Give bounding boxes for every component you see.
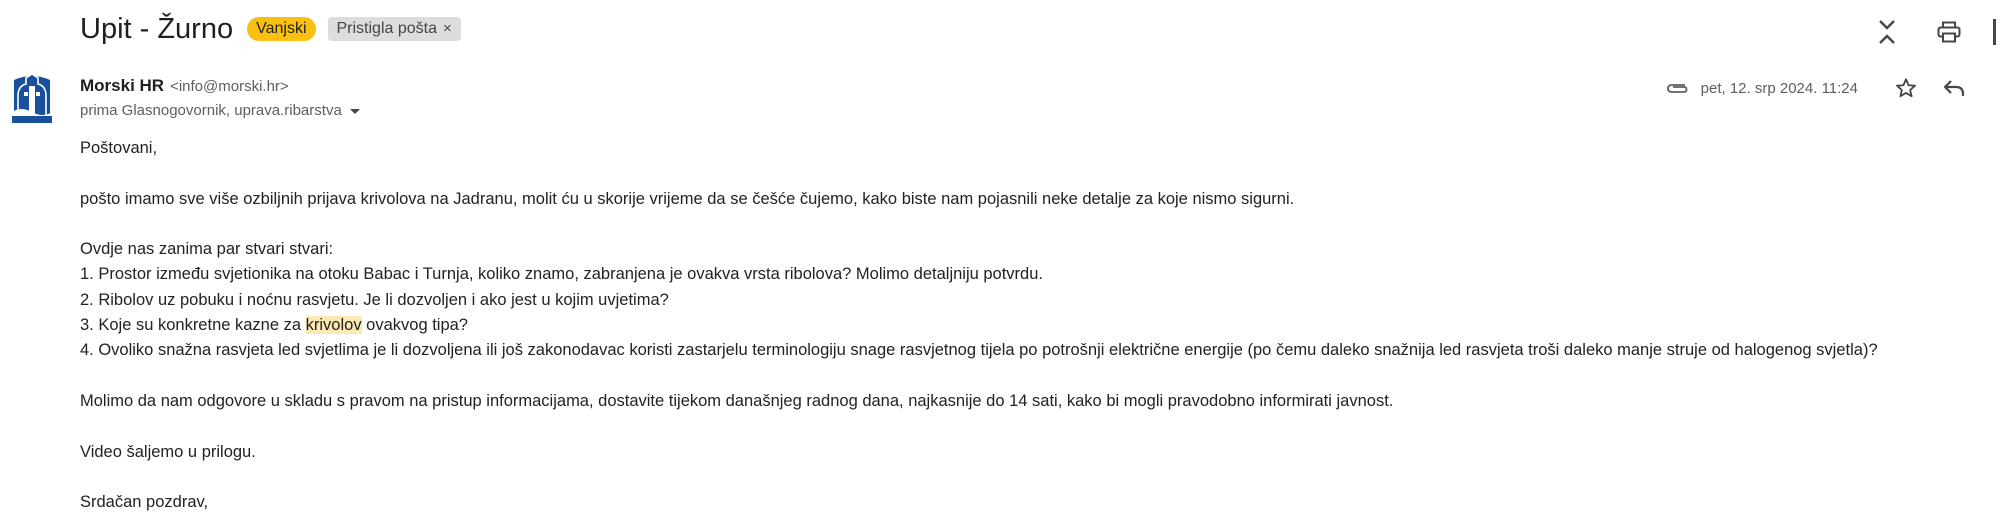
label-inbox-text: Pristigla pošta bbox=[336, 20, 437, 37]
message-date: pet, 12. srp 2024. 11:24 bbox=[1700, 79, 1858, 97]
subject-row bbox=[80, 8, 461, 50]
morski-logo-icon bbox=[10, 72, 54, 124]
list-item-3-start: 3. Koje su konkretne kazne za bbox=[80, 316, 306, 335]
email-subject: Upit - Žurno bbox=[80, 12, 234, 45]
list-item-1: 1. Prostor između svjetionika na otoku Babac i Turnja, koliko znamo, zabranjena je ovakva vrsta ribolova? Molimo detaljniju potvrdu. bbox=[80, 265, 1043, 284]
label-vanjski[interactable] bbox=[247, 17, 315, 41]
recipients-text: prima Glasnogovornik, uprava.ribarstva bbox=[80, 102, 342, 119]
top-actions bbox=[1869, 14, 2000, 50]
attachment-icon bbox=[1665, 81, 1689, 95]
reply-icon bbox=[1943, 79, 1965, 97]
message-meta bbox=[1665, 70, 1972, 106]
closing: Srdačan pozdrav, bbox=[80, 493, 209, 512]
print-button[interactable] bbox=[1931, 14, 1967, 50]
avatar[interactable] bbox=[10, 72, 54, 124]
star-icon bbox=[1895, 77, 1917, 99]
sender-row bbox=[80, 76, 289, 96]
list-intro: Ovdje nas zanima par stvari stvari: bbox=[80, 240, 334, 259]
video-note: Video šaljemo u prilogu. bbox=[80, 442, 256, 461]
list-item-4: 4. Ovoliko snažna rasvjeta led svjetlima je li dozvoljena ili još zakonodavac koristi zastarjelu terminologiju snage rasvjetnog tijela po potrošnji električne energije (po čemu daleko snažnija led rasvjeta troši daleko manje struje od halogenog svjetla)? bbox=[80, 341, 1878, 360]
star-button[interactable] bbox=[1888, 70, 1924, 106]
label-inbox[interactable] bbox=[328, 17, 461, 41]
caret-down-icon bbox=[348, 106, 362, 116]
reply-button[interactable] bbox=[1936, 70, 1972, 106]
list-item-3 bbox=[80, 313, 1960, 338]
remove-label-button[interactable]: × bbox=[443, 20, 452, 37]
sender-email: <info@morski.hr> bbox=[170, 78, 289, 95]
panel-edge bbox=[1993, 19, 2000, 45]
collapse-icon bbox=[1876, 19, 1898, 45]
collapse-all-button[interactable] bbox=[1869, 14, 1905, 50]
request-paragraph: Molimo da nam odgovore u skladu s pravom na pristup informacijama, dostavite tijekom današnjeg radnog dana, najkasnije do 14 sati, kako bi mogli pravodobno informirati javnost. bbox=[80, 391, 1394, 410]
sender-name[interactable]: Morski HR bbox=[80, 76, 165, 95]
list-item-3-end: ovakvog tipa? bbox=[361, 316, 468, 335]
print-icon bbox=[1937, 21, 1961, 43]
search-highlight: krivolov bbox=[305, 316, 362, 335]
greeting: Poštovani, bbox=[80, 139, 158, 157]
message-body bbox=[80, 136, 1960, 513]
label-vanjski-text: Vanjski bbox=[256, 20, 307, 37]
recipients-toggle[interactable] bbox=[80, 102, 362, 119]
intro-paragraph: pošto imamo sve više ozbiljnih prijava krivolova na Jadranu, molit ću u skorije vrijeme da se češće čujemo, kako biste nam pojasnili neke detalje za koje nismo sigurni. bbox=[80, 189, 1295, 208]
list-item-2: 2. Ribolov uz pobuku i noćnu rasvjetu. Je li dozvoljen i ako jest u kojim uvjetima? bbox=[80, 290, 669, 309]
